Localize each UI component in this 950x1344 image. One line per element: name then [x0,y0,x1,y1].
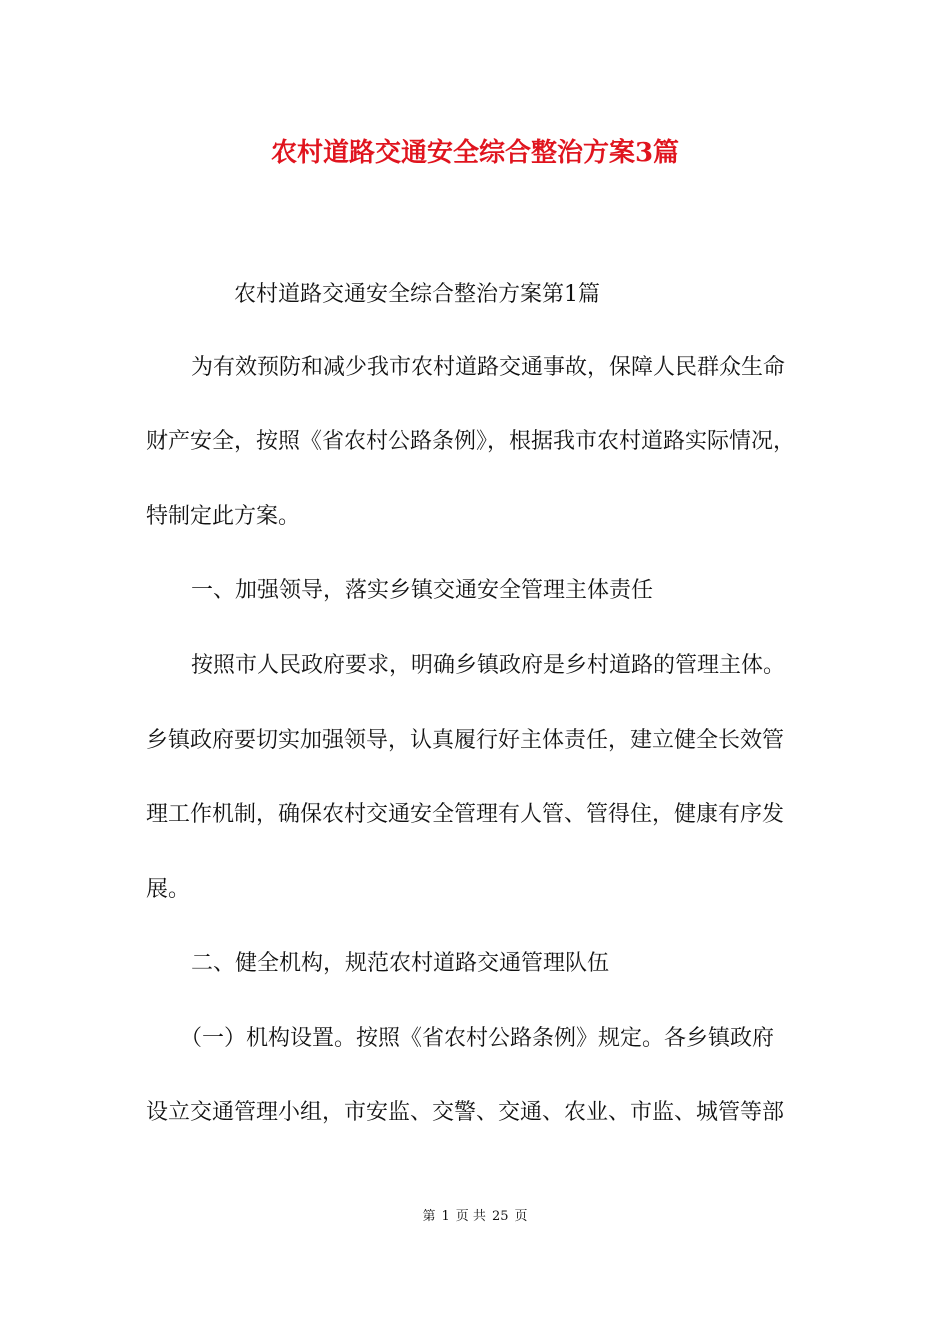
paragraph-line: 财产安全，按照《省农村公路条例》，根据我市农村道路实际情况， [146,429,796,454]
paragraph-line: 设立交通管理小组，市安监、交警、交通、农业、市监、城管等部 [146,1100,785,1125]
footer-suffix: 页 [514,1209,528,1224]
paragraph-line: 特制定此方案。 [146,504,301,529]
section-heading: 二、健全机构，规范农村道路交通管理队伍 [191,951,610,976]
paragraph-line: 为有效预防和减少我市农村道路交通事故，保障人民群众生命 [191,355,786,380]
footer-total-pages: 25 [491,1209,509,1224]
section-subtitle: 农村道路交通安全综合整治方案第1篇 [234,282,600,307]
footer-middle: 页 共 [455,1209,486,1224]
footer-prefix: 第 [422,1209,436,1224]
paragraph-line: 展。 [146,877,191,902]
paragraph-line: 乡镇政府要切实加强领导，认真履行好主体责任，建立健全长效管 [146,728,785,753]
paragraph-line: （一）机构设置。按照《省农村公路条例》规定。各乡镇政府 [180,1026,775,1051]
paragraph-line: 理工作机制，确保农村交通安全管理有人管、管得住，健康有序发 [146,802,785,827]
page-footer [0,1208,950,1226]
document-title: 农村道路交通安全综合整治方案3篇 [270,138,680,168]
paragraph-line: 按照市人民政府要求，明确乡镇政府是乡村道路的管理主体。 [191,653,786,678]
footer-page-number: 1 [441,1209,450,1224]
section-heading: 一、加强领导，落实乡镇交通安全管理主体责任 [191,578,654,603]
